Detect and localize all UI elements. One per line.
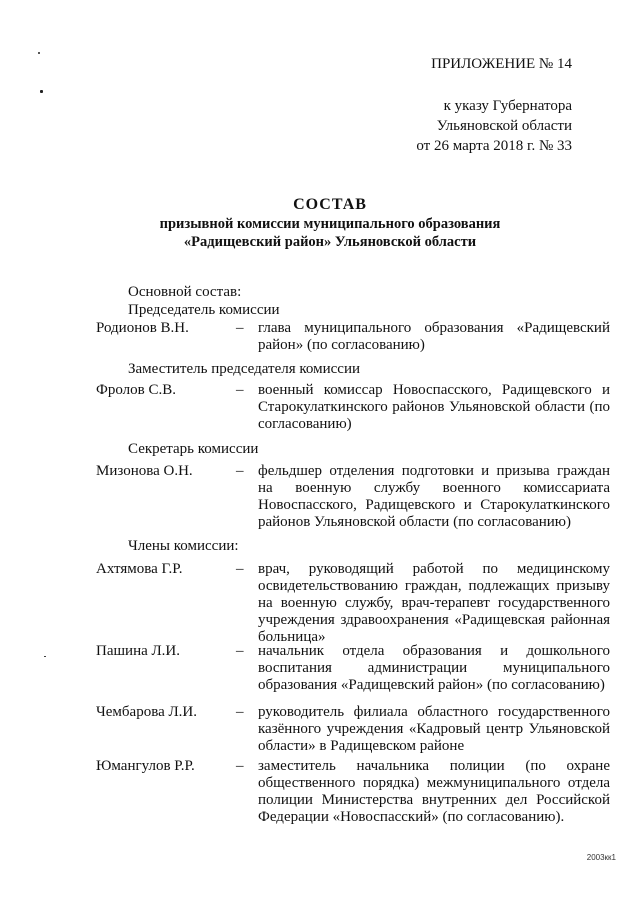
member-description: заместитель начальника полиции (по охране общественного порядка) межмуниципального отдела полиции Министерства внутренних дел Российской Федерации «Новоспасский» (по согласованию). (258, 758, 610, 825)
member-dash: – (236, 704, 244, 720)
member-name: Родионов В.Н. (96, 320, 189, 336)
appendix-number: ПРИЛОЖЕНИЕ № 14 (431, 56, 572, 72)
member-name: Фролов С.В. (96, 382, 176, 398)
member-name: Ахтямова Г.Р. (96, 561, 183, 577)
footer-code: 2003кк1 (586, 853, 616, 862)
member-entry (96, 643, 610, 694)
section-main-composition: Основной состав: (128, 284, 242, 300)
member-description: глава муниципального образования «Радищевский район» (по согласованию) (258, 320, 610, 353)
appendix-header (416, 54, 572, 156)
title-subtitle: призывной комиссии муниципального образования (159, 216, 501, 232)
scan-speck (44, 656, 46, 657)
member-entry (96, 561, 610, 646)
section-secretary: Секретарь комиссии (128, 441, 259, 457)
member-description: врач, руководящий работой по медицинскому освидетельствованию граждан, подлежащих призыву на военную службу, врач-терапевт государственного учреждения здравоохранения «Радищевская районная больница» (258, 561, 610, 645)
member-name: Пашина Л.И. (96, 643, 181, 659)
section-deputy: Заместитель председателя комиссии (128, 361, 361, 377)
document-title (150, 195, 510, 251)
member-entry (96, 758, 610, 826)
member-name: Юмангулов Р.Р. (96, 758, 195, 774)
member-entry (96, 320, 610, 354)
member-description: руководитель филиала областного государственного казённого учреждения «Кадровый центр Ульяновской области» в Радищевском районе (258, 704, 610, 754)
member-dash: – (236, 758, 244, 774)
decree-line: Ульяновской области (436, 118, 572, 134)
member-dash: – (236, 463, 244, 479)
member-dash: – (236, 561, 244, 577)
section-chairman: Председатель комиссии (128, 302, 280, 318)
member-description: начальник отдела образования и дошкольного воспитания администрации муниципального образования «Радищевский район» (по согласованию) (258, 643, 610, 693)
section-members: Члены комиссии: (128, 538, 239, 554)
member-name: Мизонова О.Н. (96, 463, 193, 479)
member-entry (96, 463, 610, 531)
member-entry (96, 704, 610, 755)
member-dash: – (236, 643, 244, 659)
scan-speck (40, 90, 43, 93)
member-dash: – (236, 382, 244, 398)
member-description: военный комиссар Новоспасского, Радищевского и Старокулаткинского районов Ульяновской области (по согласованию) (258, 382, 610, 432)
member-entry (96, 382, 610, 433)
member-name: Чембарова Л.И. (96, 704, 197, 720)
title-main: СОСТАВ (293, 196, 367, 213)
decree-date-line: от 26 марта 2018 г. № 33 (416, 138, 572, 154)
decree-line: к указу Губернатора (443, 98, 572, 114)
scan-speck (38, 52, 40, 54)
member-dash: – (236, 320, 244, 336)
title-subtitle: «Радищевский район» Ульяновской области (183, 234, 477, 250)
member-description: фельдшер отделения подготовки и призыва граждан на военную службу военного комиссариата Новоспасского, Радищевского и Старокулаткинского районов Ульяновской области (по согласованию) (258, 463, 610, 530)
